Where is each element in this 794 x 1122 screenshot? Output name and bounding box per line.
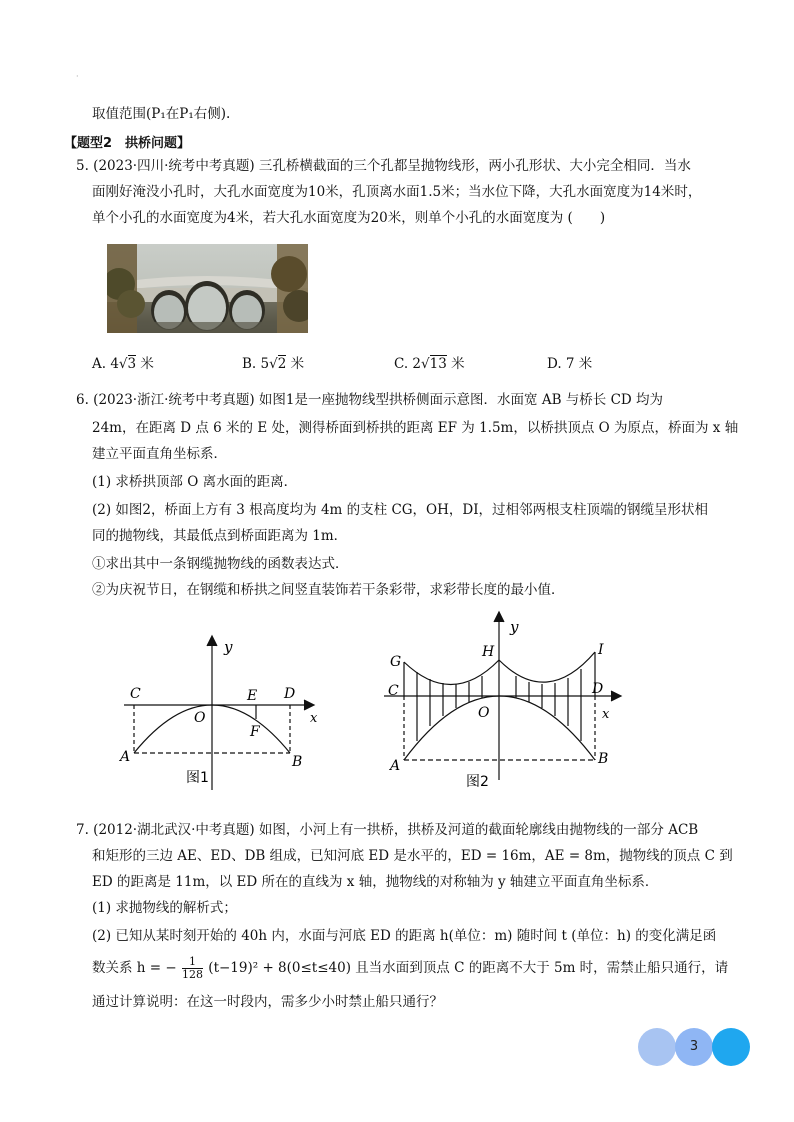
q7-line-3: ED 的距离是 11m，以 ED 所在的直线为 x 轴，抛物线的对称轴为 y 轴建立平面直角坐标系． [92, 874, 659, 890]
q7-line-6-start: 数关系 h = − [92, 960, 177, 976]
option-c-unit: 米 [451, 356, 465, 372]
fig1-label-a: A [120, 749, 131, 765]
previous-question-tail: 取值范围(P₁在P₁右侧). [92, 106, 231, 122]
q6-line-4: (1) 求桥拱顶部 O 离水面的距离． [92, 474, 298, 490]
badge-circle-right [712, 1028, 750, 1066]
q5-option-b[interactable] [242, 352, 304, 372]
fig2-label-y: y [510, 618, 519, 636]
fig1-label-b: B [292, 754, 303, 770]
fig2-label-a: A [390, 758, 401, 774]
q6-line-3: 建立平面直角坐标系． [92, 446, 227, 462]
fig1-label-d: D [284, 686, 296, 702]
fig2-label-i: I [598, 642, 604, 658]
top-mark: · [76, 72, 79, 81]
q5-options [92, 352, 712, 372]
q7-fraction [182, 956, 203, 981]
sqrt-sign: √ [269, 356, 278, 372]
q6-line-6: 同的抛物线，其最低点到桥面距离为 1m． [92, 528, 348, 544]
q5-line-3: 单个小孔的水面宽度为4米，若大孔水面宽度为20米，则单个小孔的水面宽度为 ( ) [92, 210, 606, 226]
badge-circle-left [638, 1028, 676, 1066]
q6-line-5: (2) 如图2，桥面上方有 3 根高度均为 4m 的支柱 CG，OH，DI，过相邻两根支柱顶端的钢缆呈形状相 [92, 502, 709, 518]
q5-option-d[interactable] [547, 352, 592, 372]
fig1-label-y: y [224, 638, 233, 656]
option-a-radicand: 3 [127, 356, 137, 372]
fig1-caption: 图1 [186, 770, 209, 786]
fig2-caption: 图2 [466, 774, 489, 790]
fig1-label-e: E [247, 688, 258, 704]
bridge-photo [107, 244, 308, 333]
option-a-label: A. 4 [92, 356, 119, 372]
q7-line-5: (2) 已知从某时刻开始的 40h 内，水面与河底 ED 的距离 h(单位：m) 随时间 t (单位：h) 的变化满足函 [92, 928, 717, 944]
figure-2 [384, 610, 624, 790]
fig2-label-d: D [592, 681, 604, 697]
fig2-label-h: H [482, 644, 495, 660]
option-b-label: B. 5 [242, 356, 270, 372]
fig2-label-x: x [602, 707, 610, 722]
section-title: 【题型2 拱桥问题】 [64, 136, 191, 151]
q5-line-2: 面刚好淹没小孔时，大孔水面宽度为10米，孔顶离水面1.5米；当水位下降，大孔水面宽度为14米时， [92, 184, 702, 200]
page-number: 3 [689, 1039, 699, 1054]
q5-line-1: 5. (2023·四川·统考中考真题) 三孔桥横截面的三个孔都呈抛物线形，两小孔形状、大小完全相同．当水 [76, 158, 691, 174]
option-c-radicand: 13 [429, 356, 447, 372]
q7-line-1: 7. (2012·湖北武汉·中考真题) 如图，小河上有一拱桥，拱桥及河道的截面轮廓线由抛物线的一部分 ACB [76, 822, 699, 838]
fraction-numerator: 1 [189, 955, 196, 968]
q6-line-1: 6. (2023·浙江·统考中考真题) 如图1是一座抛物线型拱桥侧面示意图．水面宽 AB 与桥长 CD 均为 [76, 392, 664, 408]
q6-line-7: ①求出其中一条钢缆抛物线的函数表达式． [92, 556, 349, 572]
fig1-label-x: x [310, 711, 318, 726]
option-b-unit: 米 [290, 356, 305, 372]
q5-option-c[interactable] [394, 352, 465, 372]
fig1-label-f: F [250, 724, 260, 740]
option-c-label: C. 2 [394, 356, 422, 372]
fig2-label-c: C [388, 683, 399, 699]
q7-line-7: 通过计算说明：在这一时段内，需多少小时禁止船只通行？ [92, 994, 443, 1010]
fig2-label-g: G [390, 654, 402, 670]
fig2-label-b: B [598, 751, 609, 767]
figure-1 [112, 630, 332, 795]
q6-line-8: ②为庆祝节日，在钢缆和桥拱之间竖直装饰若干条彩带，求彩带长度的最小值． [92, 582, 565, 598]
q7-line-6 [92, 956, 728, 981]
q7-line-4: (1) 求抛物线的解析式； [92, 900, 237, 916]
sqrt-sign: √ [421, 356, 430, 372]
q5-option-a[interactable] [92, 352, 154, 372]
option-a-unit: 米 [140, 356, 154, 372]
fig1-label-o: O [194, 710, 206, 726]
option-d-label: D. 7 米 [547, 356, 593, 372]
q7-line-2: 和矩形的三边 AE、ED、DB 组成，已知河底 ED 是水平的，ED = 16m，AE = 8m，抛物线的顶点 C 到 [92, 848, 733, 864]
fig1-label-c: C [130, 686, 141, 702]
q7-line-6-end: (t−19)² + 8(0≤t≤40) 且当水面到顶点 C 的距离不大于 5m 时，需禁止船只通行，请 [208, 960, 729, 976]
option-b-radicand: 2 [277, 356, 287, 372]
fraction-denominator: 128 [182, 968, 203, 981]
q6-line-2: 24m，在距离 D 点 6 米的 E 处，测得桥面到桥拱的距离 EF 为 1.5m，以桥拱顶点 O 为原点，桥面为 x 轴 [92, 420, 739, 436]
fig2-label-o: O [478, 705, 490, 721]
sqrt-sign: √ [118, 356, 128, 372]
